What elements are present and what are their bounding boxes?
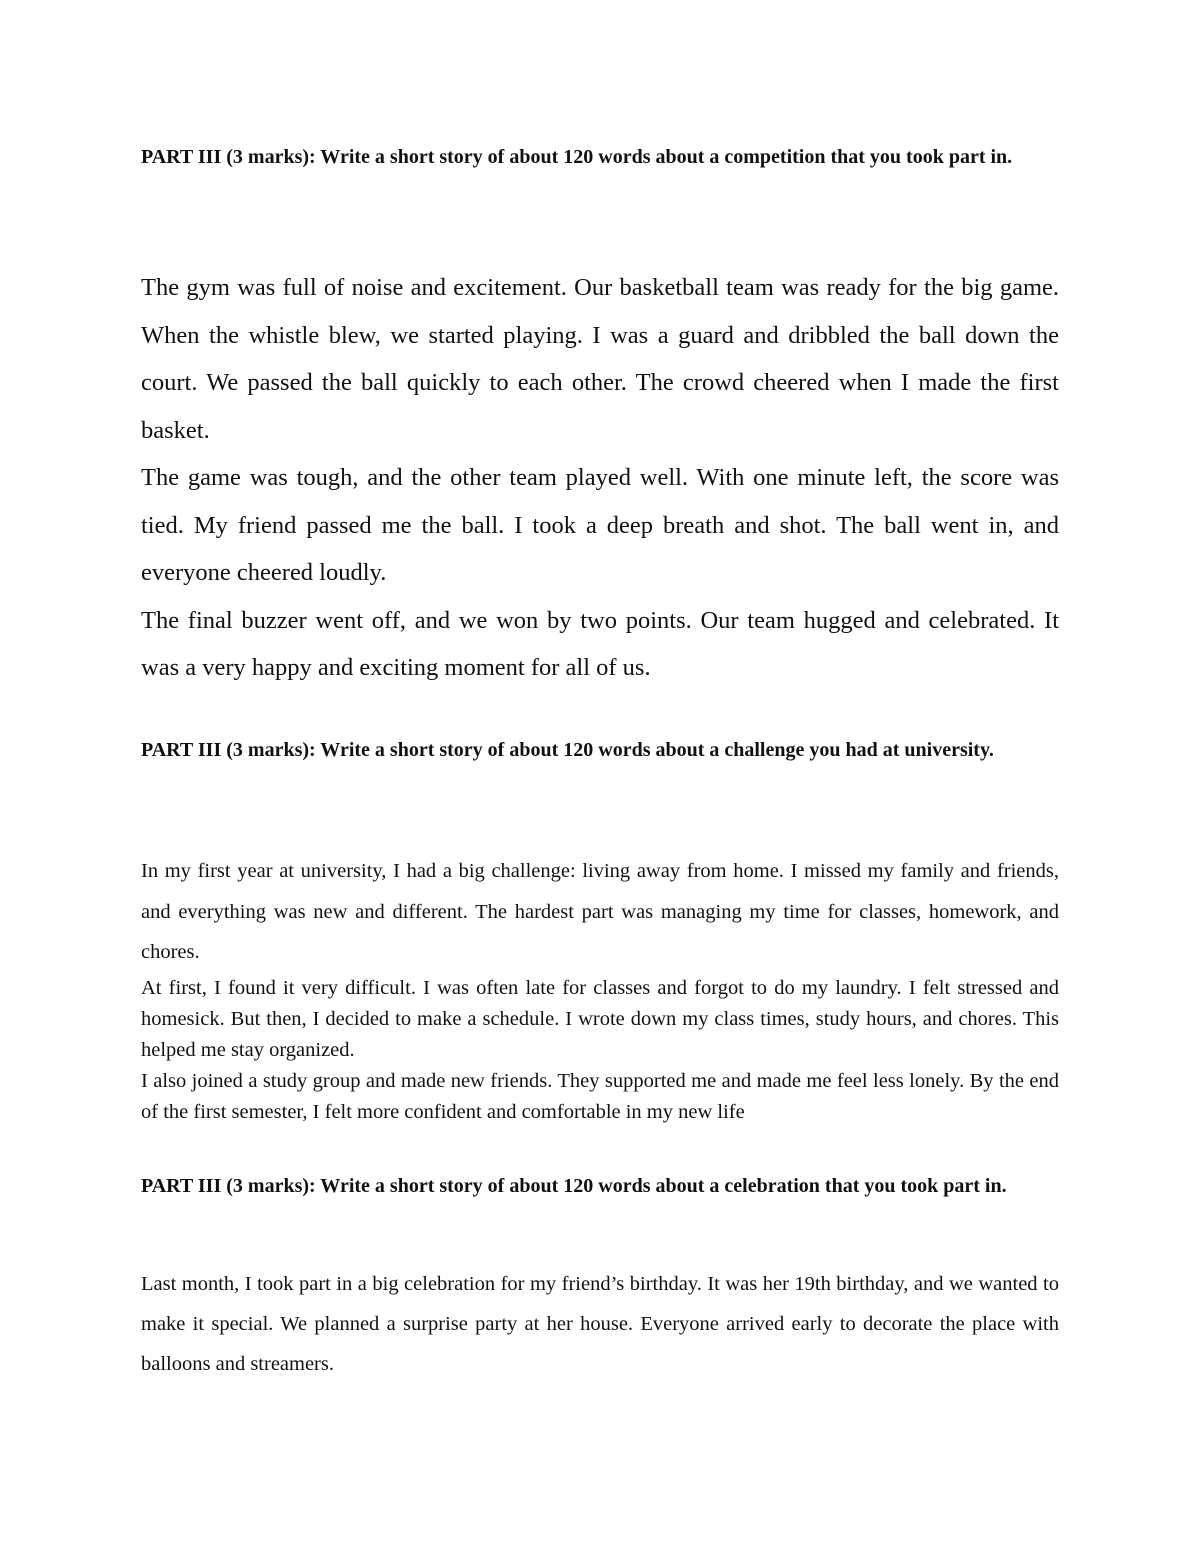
- section-2-paragraph-3: I also joined a study group and made new friends. They supported me and made me feel less lonely. By the end of the first semester, I felt more confident and comfortable in my new life: [141, 1069, 1059, 1123]
- section-1-prompt: PART III (3 marks): Write a short story of about 120 words about a competition that you took part in.: [141, 146, 1013, 168]
- section-2-paragraph-2: At first, I found it very difficult. I was often late for classes and forgot to do my laundry. I felt stressed and homesick. But then, I decided to make a schedule. I wrote down my class times, study hours, and chores. This helped me stay organized.: [141, 976, 1059, 1061]
- section-2-story: [141, 851, 1059, 1128]
- section-1-paragraph-2: The game was tough, and the other team played well. With one minute left, the score was tied. My friend passed me the ball. I took a deep breath and shot. The ball went in, and everyone cheered loudly.: [141, 464, 1059, 586]
- section-3-prompt: PART III (3 marks): Write a short story of about 120 words about a celebration that you took part in.: [141, 1175, 1007, 1197]
- section-1-paragraph-1: The gym was full of noise and excitement. Our basketball team was ready for the big game. When the whistle blew, we started playing. I was a guard and dribbled the ball down the court. We passed the ball quickly to each other. The crowd cheered when I made the first basket.: [141, 274, 1059, 444]
- section-1-paragraph-3: The final buzzer went off, and we won by two points. Our team hugged and celebrated. It was a very happy and exciting moment for all of us.: [141, 606, 1059, 681]
- section-2-prompt: PART III (3 marks): Write a short story of about 120 words about a challenge you had at university.: [141, 739, 994, 761]
- section-3-story: [141, 1264, 1059, 1384]
- section-1-story: [141, 264, 1059, 692]
- section-3-paragraph-1: Last month, I took part in a big celebration for my friend’s birthday. It was her 19th birthday, and we wanted to make it special. We planned a surprise party at her house. Everyone arrived early to decorate the place with balloons and streamers.: [141, 1273, 1059, 1375]
- section-2-paragraph-1: In my first year at university, I had a big challenge: living away from home. I missed my family and friends, and everything was new and different. The hardest part was managing my time for classes, homework, and chores.: [141, 860, 1059, 963]
